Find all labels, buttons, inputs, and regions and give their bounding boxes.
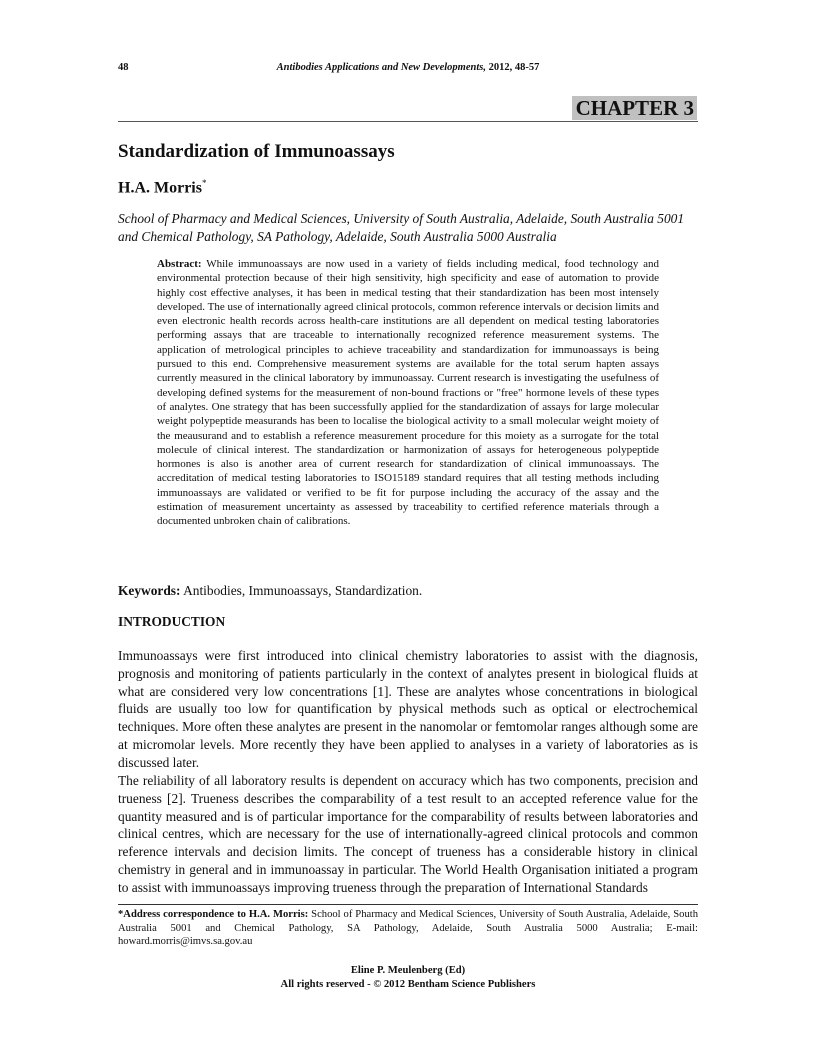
publisher-imprint [118, 964, 698, 991]
journal-citation [118, 62, 698, 73]
author: H.A. Morris [118, 179, 202, 197]
author-footnote-mark: * [201, 178, 207, 188]
section-heading-introduction: INTRODUCTION [118, 614, 226, 629]
abstract-text: While immunoassays are now used in a variety of fields including medical, food technology and environmental protection because of their high sensitivity, high specificity and ease of automation to provide highly cost effective analyses, it has been in medical testing that their standardization has been most intensely developed. The use of internationally agreed clinical protocols, common reference intervals or decision limits and even electronic health records across health-care institutions are all dependent on medical testing laboratories performing assays that are traceable to internationally recognized reference measurement systems. The application of metrological principles to achieve traceability and standardization for immunoassays is being pursued to this end. Comprehensive measurement systems are available for the total serum hapten assays currently measured in the clinical laboratory by immunoassay. Current research is investigating the usefulness of developing defined systems for the measurement of non-bound fractions or "free" hormone levels of these types of analytes. One strategy that has been successfully applied for the standardization of assays for large molecular weight polypeptide measurands has been to localise the biological activity to a small molecular weight moiety of the meausurand and to establish a reference measurement procedure for this moiety as a surrogate for the total molecule of clinical interest. The standardization or harmonization of assays for heterogeneous polypeptide hormones is also is another area of current research for standardization of clinical immunoassays. The accreditation of medical testing laboratories to ISO15189 standard requires that all testing methods including immunoassays are validated or verified to be fit for purpose including the accuracy of the assay and the estimation of measurement uncertainty as assessed by traceability to certified reference materials through a documented unbroken chain of calibrations. [157, 258, 659, 528]
running-header [118, 62, 698, 76]
header-rule [118, 121, 698, 122]
author-affiliation: School of Pharmacy and Medical Sciences, University of South Australia, Adelaide, South Australia 5001 and Chemical Pathology, SA Pathology, Adelaide, South Australia 5000 Australia [118, 211, 685, 244]
footnote-rule [118, 904, 698, 905]
body-paragraph: Immunoassays were first introduced into clinical chemistry laboratories to assist with the diagnosis, prognosis and monitoring of patients particularly in the context of analytes present in biological fluids at what are considered very low concentrations [1]. These are analytes whose concentrations in biological fluids are usually too low for quantification by physical methods such as optical or electrochemical techniques. More often these analytes are present in the nanomolar or femtomolar ranges although some are at micromolar levels. More recently they have been applied to analyses in a variety of laboratories as is discussed later. [118, 648, 698, 770]
footnote-text: School of Pharmacy and Medical Sciences, University of South Australia, Adelaide, South Australia 5001 and Chemical Pathology, SA Pathology, Adelaide, South Australia 5000 Australia; E-mail: howard.morris@imvs.sa.gov.au [118, 909, 698, 948]
journal-year-pages: 2012, 48-57 [485, 62, 540, 73]
body-paragraph: The reliability of all laboratory results is dependent on accuracy which has two components, precision and trueness [2]. Trueness describes the comparability of a test result to an accepted reference value for the quantity measured and is of particular importance for the comparability of results between laboratories and clinical centres, which are necessary for the use of internationally-agreed clinical protocols and common reference intervals and decision limits. The concept of trueness has a considerable history in clinical chemistry in general and in immunoassay in particular. The World Health Organisation initiated a program to assist with immunoassays improving trueness through the preparation of International Standards [118, 773, 698, 895]
keywords [118, 583, 422, 599]
chapter-label: CHAPTER 3 [572, 96, 697, 120]
correspondence-footnote [118, 908, 698, 949]
footnote-label: *Address correspondence to H.A. Morris: [118, 909, 309, 920]
author-name [118, 178, 206, 197]
page-number: 48 [118, 62, 129, 73]
journal-title: Antibodies Applications and New Developments, [276, 62, 486, 73]
keywords-text: Antibodies, Immunoassays, Standardization. [180, 583, 423, 598]
keywords-label: Keywords: [118, 583, 181, 598]
copyright-line: All rights reserved - © 2012 Bentham Science Publishers [280, 978, 536, 990]
article-title: Standardization of Immunoassays [118, 141, 395, 162]
abstract-label: Abstract: [157, 258, 202, 270]
editor-line: Eline P. Meulenberg (Ed) [350, 965, 466, 976]
abstract [157, 257, 659, 529]
